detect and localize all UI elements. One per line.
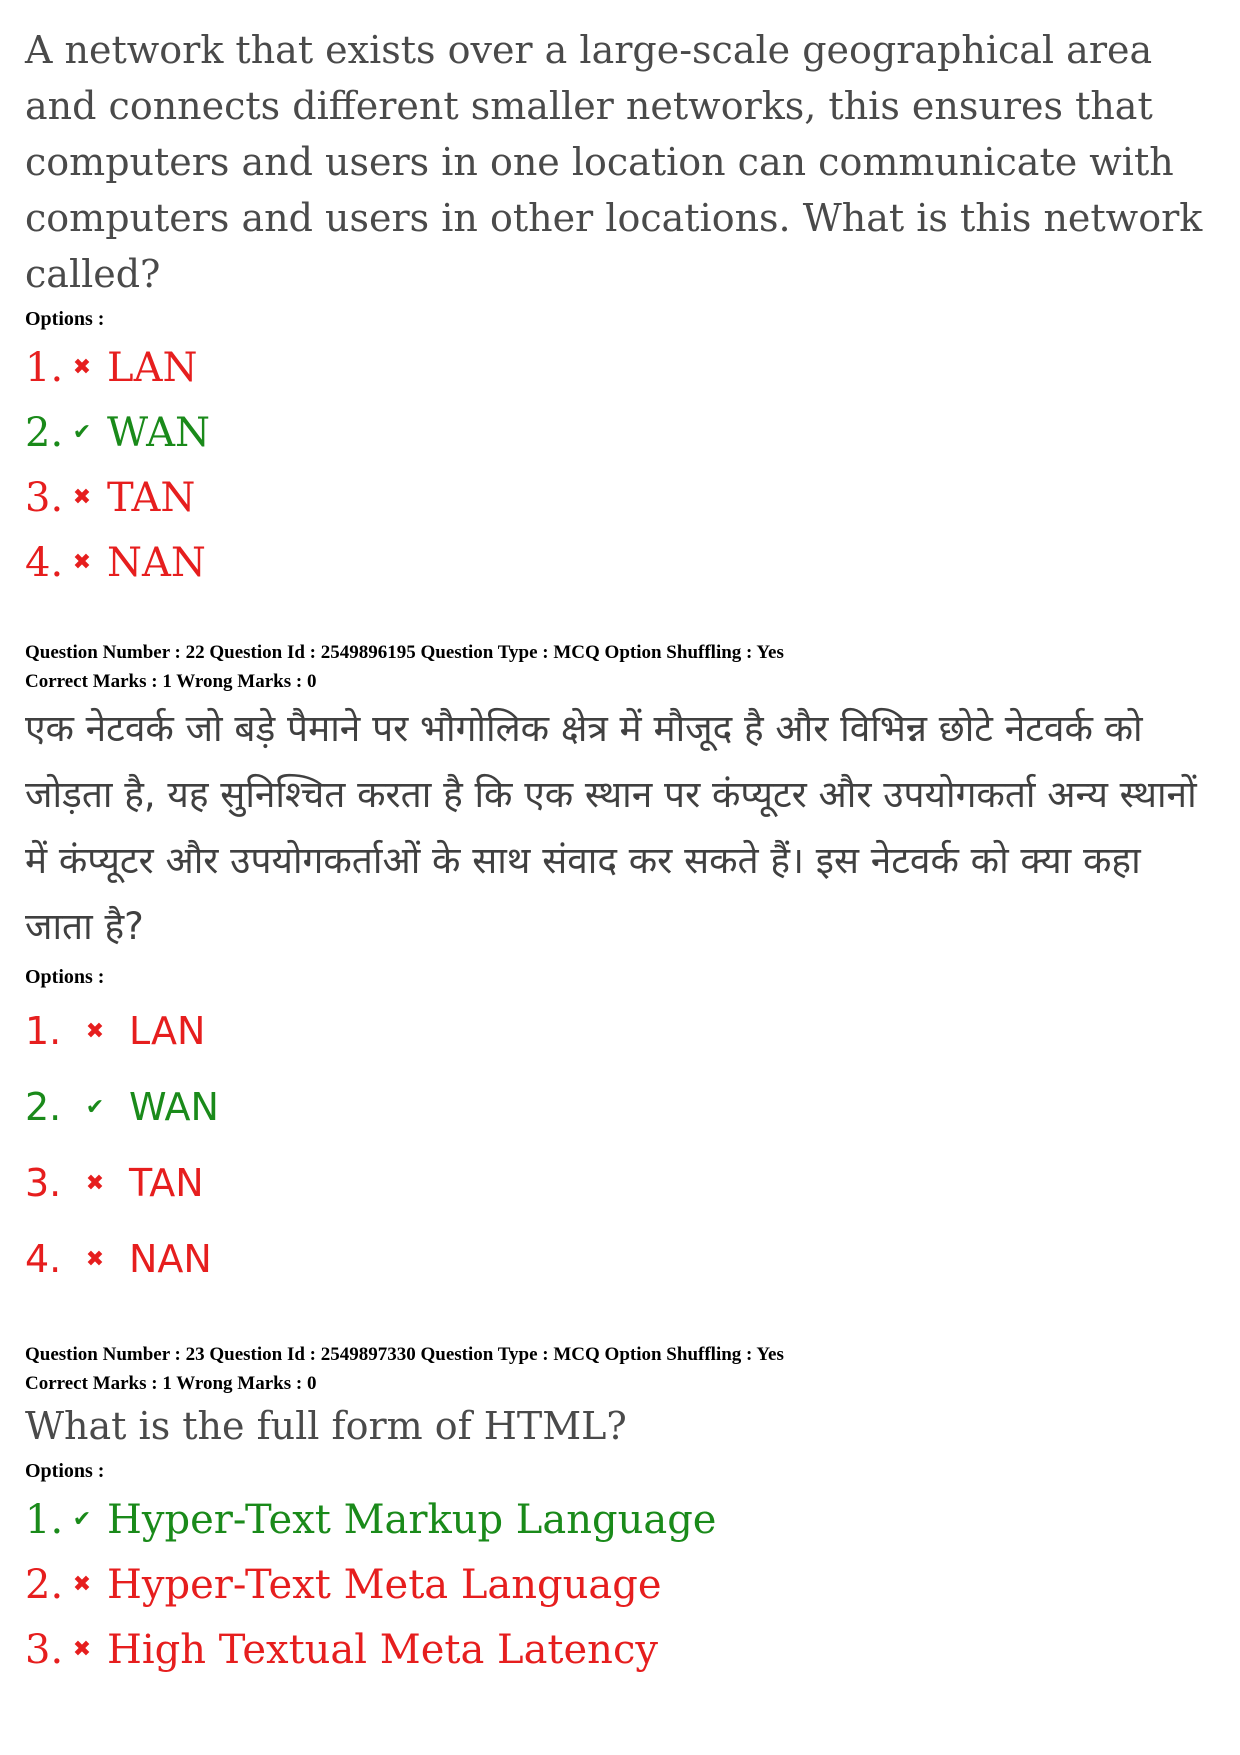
- options-label: Options :: [25, 966, 105, 988]
- option-1: [25, 1487, 1215, 1552]
- option-number: 4.: [25, 539, 64, 586]
- option-number: 3.: [25, 1626, 64, 1673]
- question-marks: Correct Marks : 1 Wrong Marks : 0: [25, 671, 317, 692]
- option-2: [25, 1069, 1215, 1145]
- options-label: Options :: [25, 308, 105, 330]
- question-text: What is the full form of HTML?: [25, 1404, 627, 1448]
- option-number: 2.: [25, 1561, 64, 1608]
- options-list: [25, 1487, 1215, 1682]
- cross-icon: ✖: [85, 1246, 105, 1272]
- option-label: Hyper-Text Markup Language: [107, 1496, 717, 1543]
- option-number: 3.: [25, 1161, 62, 1205]
- option-3: [25, 1617, 1215, 1682]
- option-label: WAN: [107, 409, 211, 456]
- question-22: [25, 638, 1215, 1297]
- option-label: NAN: [107, 539, 206, 586]
- question-21: [25, 22, 1215, 595]
- option-3: [25, 1145, 1215, 1221]
- cross-icon: ✖: [85, 1170, 105, 1196]
- option-1: [25, 335, 1215, 400]
- options-list: [25, 335, 1215, 595]
- option-number: 1.: [25, 344, 64, 391]
- options-list: [25, 993, 1215, 1297]
- cross-icon: ✖: [72, 355, 92, 380]
- option-label: LAN: [129, 1009, 206, 1053]
- question-text: एक नेटवर्क जो बड़े पैमाने पर भौगोलिक क्षेत्र में मौजूद है और विभिन्न छोटे नेटवर्क को जोड़ता है, यह सुनिश्चित करता है कि एक स्थान पर कंप्यूटर और उपयोगकर्ता अन्य स्थानों में कंप्यूटर और उपयोगकर्ताओं के साथ संवाद कर सकते हैं। इस नेटवर्क को क्या कहा जाता है?: [25, 707, 1197, 948]
- option-number: 1.: [25, 1009, 62, 1053]
- option-number: 4.: [25, 1237, 62, 1281]
- option-number: 2.: [25, 1085, 62, 1129]
- option-number: 3.: [25, 474, 64, 521]
- option-2: [25, 1552, 1215, 1617]
- cross-icon: ✖: [72, 1572, 92, 1597]
- option-label: WAN: [129, 1085, 219, 1129]
- cross-icon: ✖: [72, 550, 92, 575]
- option-4: [25, 1221, 1215, 1297]
- option-label: High Textual Meta Latency: [107, 1626, 658, 1673]
- check-icon: ✔: [85, 1094, 105, 1120]
- question-meta: Question Number : 23 Question Id : 2549897330 Question Type : MCQ Option Shuffling : Yes: [25, 1344, 784, 1365]
- option-2: [25, 400, 1215, 465]
- options-label: Options :: [25, 1460, 105, 1482]
- option-label: NAN: [129, 1237, 212, 1281]
- option-4: [25, 530, 1215, 595]
- question-text: A network that exists over a large-scale geographical area and connects different smaller networks, this ensures that computers and users in one location can communicate with computers and users in other locations. What is this network called?: [25, 28, 1203, 296]
- option-3: [25, 465, 1215, 530]
- check-icon: ✔: [72, 1507, 92, 1532]
- question-23: [25, 1340, 1215, 1682]
- option-label: LAN: [107, 344, 198, 391]
- cross-icon: ✖: [85, 1018, 105, 1044]
- cross-icon: ✖: [72, 485, 92, 510]
- option-label: TAN: [107, 474, 196, 521]
- question-marks: Correct Marks : 1 Wrong Marks : 0: [25, 1373, 317, 1394]
- option-number: 1.: [25, 1496, 64, 1543]
- option-number: 2.: [25, 409, 64, 456]
- option-1: [25, 993, 1215, 1069]
- check-icon: ✔: [72, 420, 92, 445]
- question-meta: Question Number : 22 Question Id : 2549896195 Question Type : MCQ Option Shuffling : Yes: [25, 642, 784, 663]
- option-label: TAN: [129, 1161, 204, 1205]
- option-label: Hyper-Text Meta Language: [107, 1561, 662, 1608]
- cross-icon: ✖: [72, 1637, 92, 1662]
